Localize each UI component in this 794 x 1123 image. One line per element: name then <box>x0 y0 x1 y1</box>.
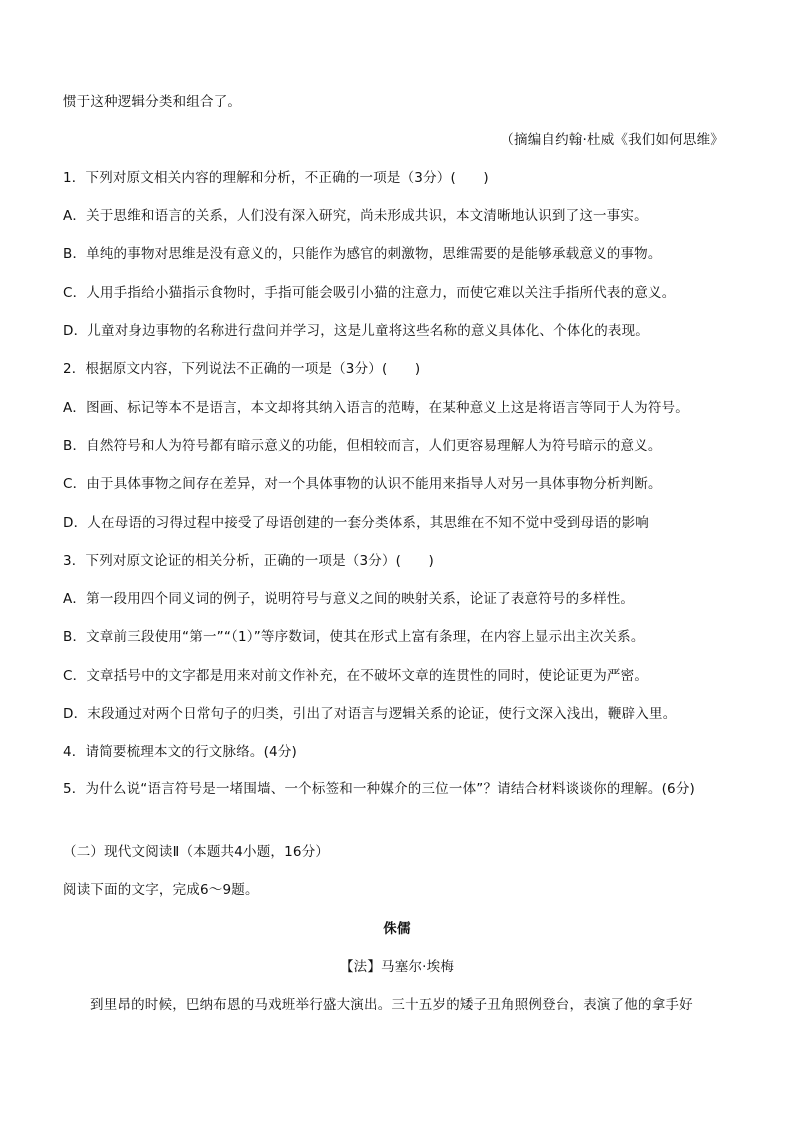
reading-instruction: 阅读下面的文字，完成6～9题。 <box>63 882 259 898</box>
question-1-stem: 1．下列对原文相关内容的理解和分析，不正确的一项是（3分）( ) <box>63 170 489 186</box>
question-5: 5．为什么说“语言符号是一堵围墙、一个标签和一种媒介的三位一体”？请结合材料谈谈你的理解。(6分) <box>63 781 695 797</box>
question-3-option-b: B．文章前三段使用“第一”“（1）”等序数词，使其在形式上富有条理，在内容上显示出主次关系。 <box>63 629 645 645</box>
question-2-option-d: D．人在母语的习得过程中接受了母语创建的一套分类体系，其思维在不知不觉中受到母语的影响 <box>63 515 649 531</box>
question-2-option-b: B．自然符号和人为符号都有暗示意义的功能，但相较而言，人们更容易理解人为符号暗示的意义。 <box>63 438 662 454</box>
source-citation: （摘编自约翰·杜威《我们如何思维》 <box>500 132 724 148</box>
question-2-option-a: A．图画、标记等本不是语言，本文却将其纳入语言的范畴，在某种意义上这是将语言等同于人为符号。 <box>63 400 689 416</box>
story-author: 【法】马塞尔·埃梅 <box>339 959 455 975</box>
intro-tail: 惯于这种逻辑分类和组合了。 <box>63 94 242 110</box>
question-2-option-c: C．由于具体事物之间存在差异，对一个具体事物的认识不能用来指导人对另一具体事物分析判断。 <box>63 476 662 492</box>
section-heading: （二）现代文阅读Ⅱ（本题共4小题，16分） <box>63 844 330 860</box>
question-1-option-b: B．单纯的事物对思维是没有意义的，只能作为感官的刺激物，思维需要的是能够承载意义的事物。 <box>63 246 662 262</box>
story-first-line: 到里昂的时候，巴纳布恩的马戏班举行盛大演出。三十五岁的矮子丑角照例登台，表演了他的拿手好 <box>90 997 693 1013</box>
question-1-option-c: C．人用手指给小猫指示食物时，手指可能会吸引小猫的注意力，而使它难以关注手指所代表的意义。 <box>63 285 676 301</box>
question-2-stem: 2．根据原文内容，下列说法不正确的一项是（3分）( ) <box>63 361 421 377</box>
question-3-option-d: D．末段通过对两个日常句子的归类，引出了对语言与逻辑关系的论证，使行文深入浅出，鞭辟入里。 <box>63 706 677 722</box>
question-3-option-a: A．第一段用四个同义词的例子，说明符号与意义之间的映射关系，论证了表意符号的多样性。 <box>63 591 635 607</box>
question-1-option-a: A．关于思维和语言的关系，人们没有深入研究，尚未形成共识，本文清晰地认识到了这一事实。 <box>63 208 648 224</box>
question-3-stem: 3．下列对原文论证的相关分析，正确的一项是（3分）( ) <box>63 553 435 569</box>
question-3-option-c: C．文章括号中的文字都是用来对前文作补充，在不破坏文章的连贯性的同时，使论证更为严密。 <box>63 668 649 684</box>
question-1-option-d: D．儿童对身边事物的名称进行盘问并学习，这是儿童将这些名称的意义具体化、个体化的表现。 <box>63 323 649 339</box>
question-4: 4．请简要梳理本文的行文脉络。(4分) <box>63 744 298 760</box>
story-title: 侏儒 <box>383 921 411 937</box>
